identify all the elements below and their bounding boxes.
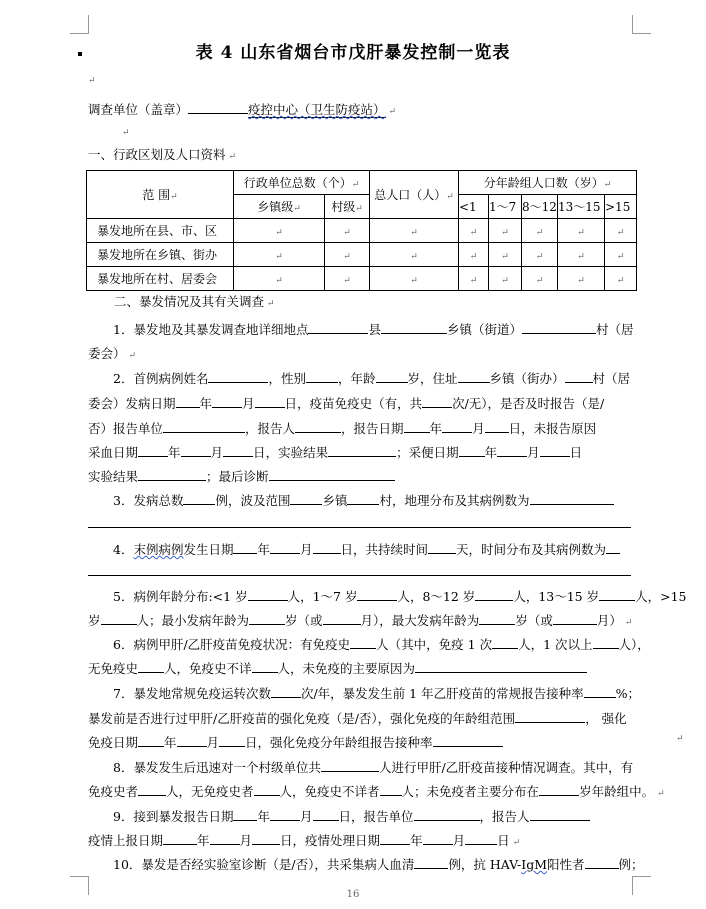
header-age-1-7: 1～7 bbox=[489, 195, 522, 219]
item-9-line-1: 9．接到暴发报告日期 年 月 日，报告单位 ，报告人 bbox=[113, 808, 658, 825]
header-total-pop: 总人口（人）↵ bbox=[370, 171, 459, 219]
item-4-line-1: 4．末例病例发生日期 年 月 日，共持续时间 天，时间分布及其病例数为 bbox=[113, 541, 658, 558]
header-age-groups: 分年龄组人口数（岁）↵ bbox=[459, 171, 637, 195]
header-village-level: 村级↵ bbox=[325, 195, 370, 219]
item-5-line-2: 岁 人；最小发病年龄为 岁（或 月），最大发病年龄为 岁（或 月） ↵ bbox=[88, 613, 633, 628]
item-2-line-3: 否）报告单位 ，报告人 ，报告日期 年 月 日，未报告原因 bbox=[88, 421, 597, 436]
header-town-level: 乡镇级↵ bbox=[234, 195, 325, 219]
header-age-lt1: <1 bbox=[459, 195, 489, 219]
item-4-blank-line bbox=[88, 575, 631, 576]
item-2-line-2: 委会）发病日期 年 月 日，疫苗免疫史（有，共 次/无），是否及时报告（是/ bbox=[88, 396, 605, 411]
page-title: 表 4 山东省烟台市戊肝暴发控制一览表 bbox=[195, 43, 511, 63]
page-number: 16 bbox=[346, 889, 360, 900]
item-9-line-2: 疫情上报日期 年 月 日，疫情处理日期 年 月 日 ↵ bbox=[88, 833, 521, 848]
row-label-county: 暴发地所在县、市、区 bbox=[97, 224, 218, 238]
item-2-line-5: 实验结果 ；最后诊断 bbox=[88, 468, 633, 485]
item-7-line-1: 7．暴发地常规免疫运转次数 次/年，暴发发生前 1 年乙肝疫苗的常规报告接种率 %； bbox=[113, 686, 640, 701]
table-row: 暴发地所在村、居委会 ↵ ↵ ↵ ↵ ↵ ↵ ↵ ↵ bbox=[87, 267, 637, 291]
item-1-line-1: 1．暴发地及其暴发调查地详细地点 县 乡镇（街道） 村（居 bbox=[113, 322, 634, 337]
item-8-line-1: 8．暴发发生后迅速对一个村级单位共 人进行甲肝/乙肝疫苗接种情况调查。其中，有 bbox=[113, 760, 634, 775]
crop-mark-top-right bbox=[632, 15, 651, 34]
item-7-line-2: 暴发前是否进行过甲肝/乙肝疫苗的强化免疫（是/否），强化免疫的年龄组范围 ， 强化 bbox=[88, 711, 627, 726]
item-3-line-1: 3．发病总数 例，波及范围 乡镇 村，地理分布及其病例数为 bbox=[113, 492, 658, 509]
survey-unit-label: 调查单位（盖章） bbox=[88, 102, 189, 117]
item-6-line-1: 6．病例甲肝/乙肝疫苗免疫状况：有免疫史 人（其中，免疫 1 次 人，1 次以上 人）， bbox=[113, 637, 650, 652]
item-2-line-4: 采血日期 年 月 日，实验结果 ；采便日期 年 月 日 bbox=[88, 445, 583, 460]
header-admin-units: 行政单位总数（个）↵ bbox=[234, 171, 370, 195]
crop-mark-top-left bbox=[70, 15, 89, 34]
item-3-blank-line bbox=[88, 527, 631, 528]
paragraph-mark: ↵ bbox=[88, 76, 96, 86]
table-row: 暴发地所在县、市、区 ↵ ↵ ↵ ↵ ↵ ↵ ↵ ↵ bbox=[87, 219, 637, 243]
header-age-gt15: >15 bbox=[605, 195, 637, 219]
section2-heading: 二、暴发情况及其有关调查 ↵ bbox=[114, 294, 275, 309]
section1-heading: 一、行政区划及人口资料 ↵ bbox=[88, 147, 237, 162]
header-range: 范 围↵ bbox=[87, 171, 234, 219]
item-2-line-1: 2．首例病例姓名 ，性别 ，年龄 岁，住址 乡镇（街办） 村（居 bbox=[113, 371, 631, 386]
header-age-13-15: 13～15 bbox=[558, 195, 605, 219]
row-label-township: 暴发地所在乡镇、街办 bbox=[97, 248, 218, 262]
item-6-line-2: 无免疫史 人，免疫史不详 人，未免疫的主要原因为 bbox=[88, 660, 633, 677]
item-8-line-2: 免疫史者 人，无免疫史者 人，免疫史不详者 人；未免疫者主要分布在 岁年龄组中。 ↵ bbox=[88, 784, 665, 799]
paragraph-mark: ↵ bbox=[122, 128, 130, 138]
item-5-line-1: 5．病例年龄分布:<1 岁 人，1～7 岁 人，8～12 岁 人，13～15 岁 人，>15 bbox=[113, 589, 687, 604]
survey-unit-value: 疫控中心（卫生防疫站） bbox=[248, 102, 386, 117]
header-age-8-12: 8～12 bbox=[522, 195, 558, 219]
item-10-line-1: 10．暴发是否经实验室诊断（是/否），共采集病人血清 例，抗 HAV-IgM阳性者 例； bbox=[113, 857, 644, 872]
table-row: 暴发地所在乡镇、街办 ↵ ↵ ↵ ↵ ↵ ↵ ↵ ↵ bbox=[87, 243, 637, 267]
population-table bbox=[86, 170, 637, 291]
row-label-village: 暴发地所在村、居委会 bbox=[97, 272, 218, 286]
survey-unit-line: 调查单位（盖章） 疫控中心（卫生防疫站） ↵ bbox=[88, 102, 397, 117]
item-7-line-3: 免疫日期 年 月 日，强化免疫分年龄组报告接种率 bbox=[88, 734, 633, 751]
paragraph-mark: ↵ bbox=[676, 734, 684, 744]
item-1-line-2: 委会） ↵ bbox=[88, 346, 137, 361]
